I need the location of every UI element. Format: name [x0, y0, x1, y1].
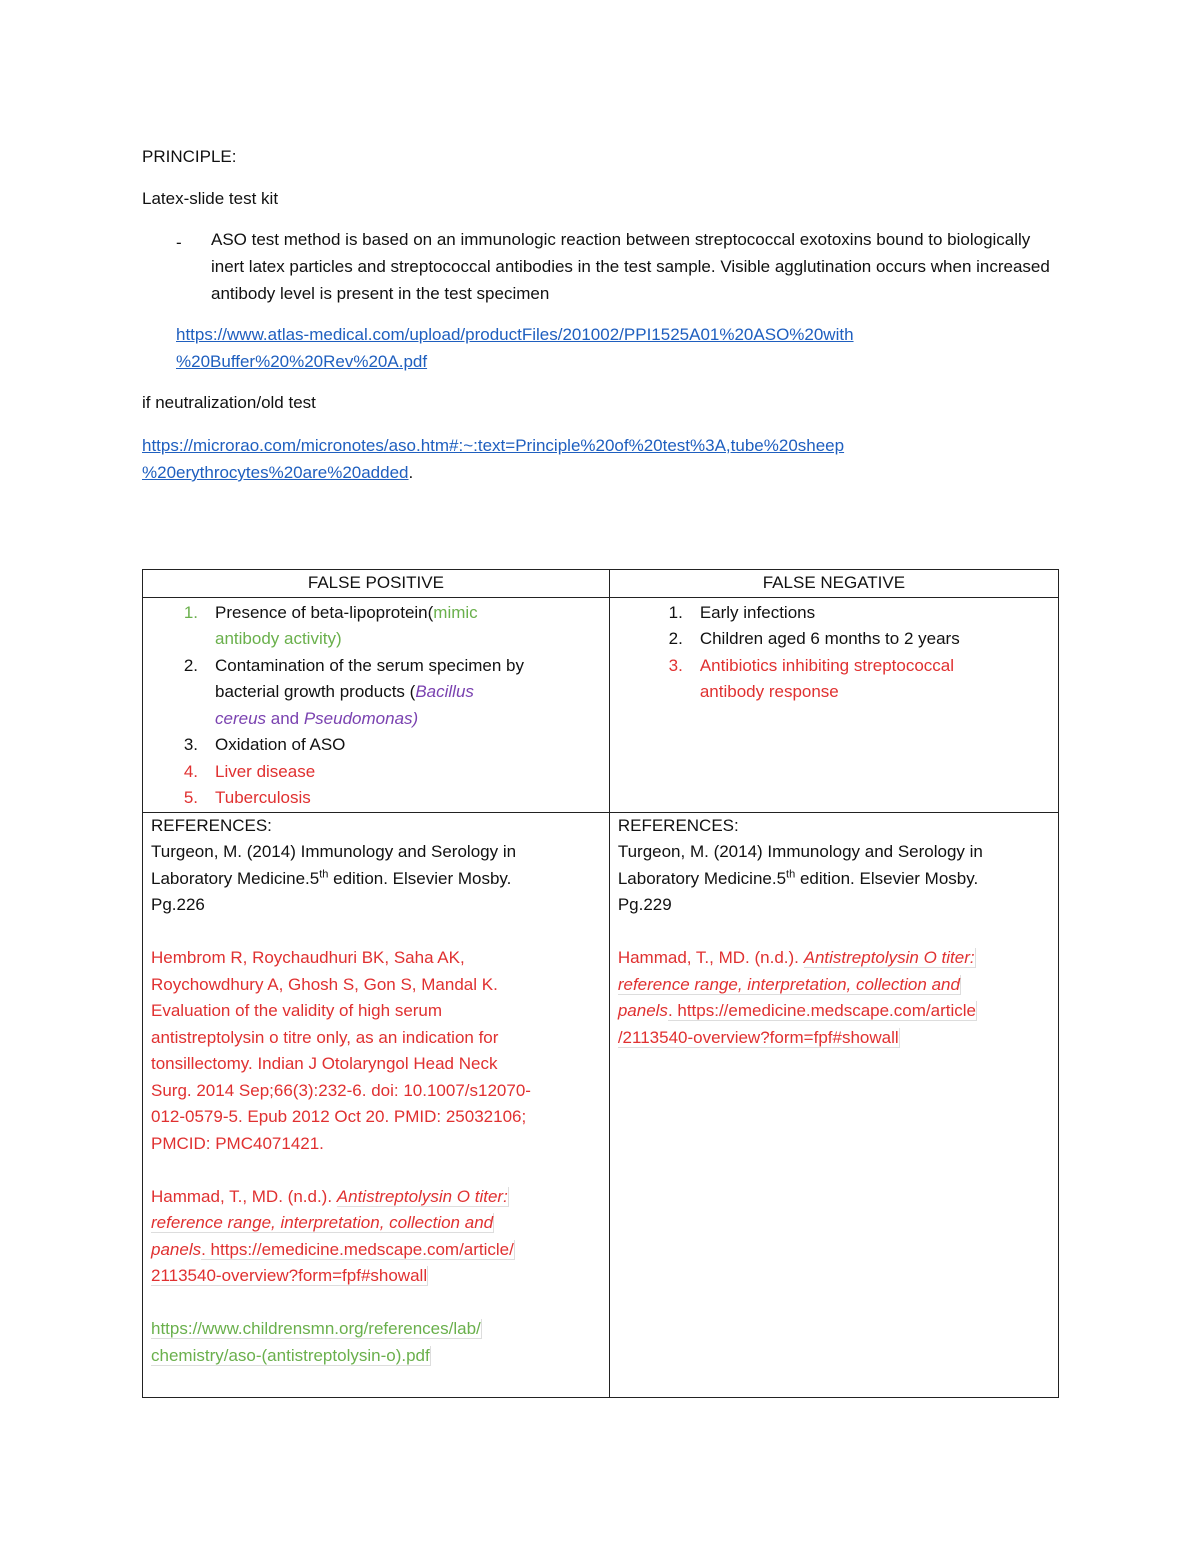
causes-row	[143, 597, 1059, 812]
list-item: 3. Antibiotics inhibiting streptococcal antibody response	[668, 655, 955, 701]
false-positive-cell	[143, 597, 610, 812]
turgeon-reference: Turgeon, M. (2014) Immunology and Serology in Laboratory Medicine.5th edition. Elsevier Mosby. Pg.229	[617, 842, 983, 914]
hembrom-reference: Hembrom R, Roychaudhuri BK, Saha AK, Roychowdhury A, Ghosh S, Gon S, Mandal K. Evaluation of the validity of high serum antistreptolysin o titre only, as an indication for tonsillectomy. Indian J Otolaryngol Head Neck Surg. 2014 Sep;66(3):232-6. doi: 10.1007/s12070- 012-0579-5. Epub 2012 Oct 20. PMID: 25032106; PMCID: PMC4071421.	[151, 948, 531, 1153]
list-item: 5. Tuberculosis	[183, 788, 311, 807]
turgeon-reference: Turgeon, M. (2014) Immunology and Serology in Laboratory Medicine.5th edition. Elsevier Mosby. Pg.226	[151, 842, 517, 914]
references-row	[143, 812, 1059, 1397]
kit-line: Latex-slide test kit	[142, 189, 279, 208]
table-header-row	[143, 570, 1059, 598]
false-negative-cell	[609, 597, 1058, 812]
principle-heading: PRINCIPLE:	[142, 147, 237, 166]
list-item: 4. Liver disease	[183, 761, 316, 781]
principle-description: ASO test method is based on an immunologic reaction between streptococcal exotoxins bound to biologically inert latex particles and streptococcal antibodies in the test sample. Visible agglutination occurs when increased antibody level is present in the test specimen	[211, 230, 1050, 303]
hammad-reference: Hammad, T., MD. (n.d.). Antistreptolysin O titer: reference range, interpretation, collection and panels. https://emedicine.medscape.com/article/ 2113540-overview?form=fpf#showall	[151, 1186, 514, 1285]
list-item: 2. Contamination of the serum specimen by bacterial growth products (Bacillus cereus and Pseudomonas)	[183, 655, 524, 728]
microrao-link-line-2[interactable]: %20erythrocytes%20are%20added	[142, 463, 409, 482]
references-right-cell	[609, 812, 1058, 1397]
list-item: 1. Early infections	[668, 602, 816, 622]
neutralization-line: if neutralization/old test	[142, 393, 316, 412]
header-false-negative: FALSE NEGATIVE	[609, 570, 1058, 598]
references-left-cell	[143, 812, 610, 1397]
atlas-medical-link[interactable]	[176, 321, 854, 375]
atlas-link-line-1[interactable]: https://www.atlas-medical.com/upload/productFiles/201002/PPI1525A01%20ASO%20with	[176, 325, 854, 344]
atlas-link-line-2[interactable]: %20Buffer%20%20Rev%20A.pdf	[176, 352, 428, 371]
references-heading: REFERENCES:	[151, 815, 272, 835]
childrensmn-reference: https://www.childrensmn.org/references/lab/ chemistry/aso-(antistreptolysin-o).pdf	[151, 1319, 481, 1365]
false-positive-list	[143, 600, 601, 812]
hammad-reference: Hammad, T., MD. (n.d.). Antistreptolysin O titer: reference range, interpretation, collection and panels. https://emedicine.medscape.com/article /2113540-overview?form=fpf#showall	[617, 948, 976, 1047]
list-item: 3. Oxidation of ASO	[183, 735, 346, 754]
false-results-table	[142, 569, 1059, 1398]
list-item: 1. Presence of beta-lipoprotein(mimic antibody activity)	[183, 602, 478, 648]
microrao-link[interactable]	[142, 432, 844, 486]
bullet-dash: -	[176, 233, 182, 252]
references-heading: REFERENCES:	[617, 815, 739, 835]
microrao-link-line-1[interactable]: https://microrao.com/micronotes/aso.htm#:~:text=Principle%20of%20test%3A,tube%20sheep	[142, 436, 845, 455]
false-negative-list	[610, 600, 1050, 706]
link-period: .	[408, 463, 414, 482]
header-false-positive: FALSE POSITIVE	[143, 570, 610, 598]
list-item: 2. Children aged 6 months to 2 years	[668, 629, 960, 648]
